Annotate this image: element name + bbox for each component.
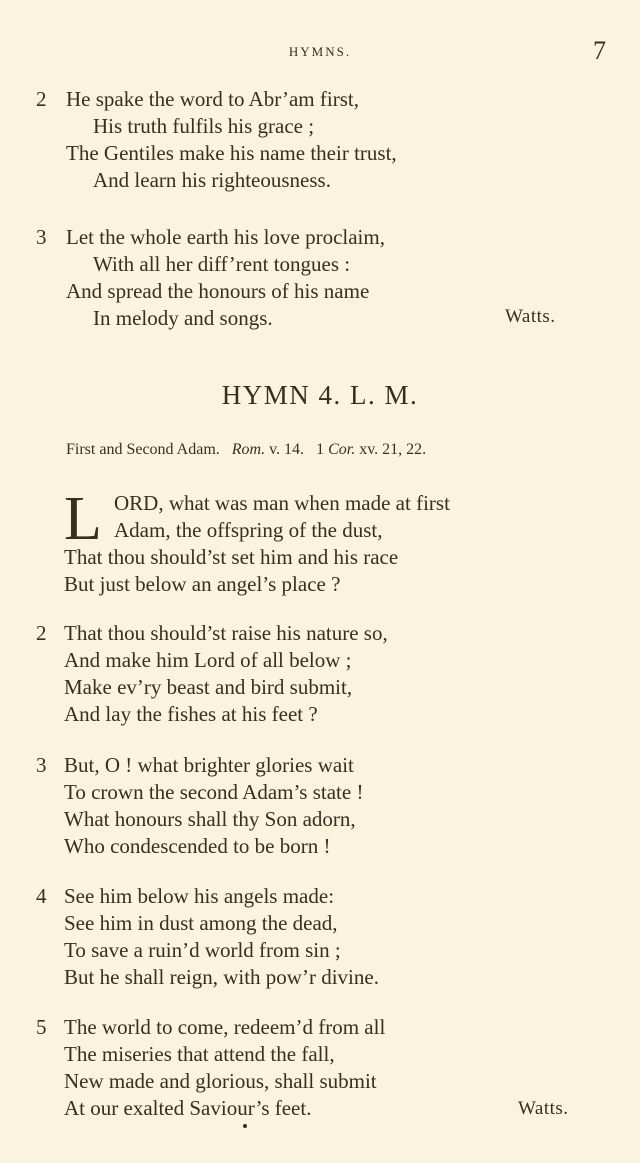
verse-line: Adam, the offspring of the dust, (114, 518, 383, 542)
verse-line: That thou should’st set him and his race (64, 545, 399, 569)
verse-line: Let the whole earth his love proclaim, (66, 225, 385, 249)
page-number: 7 (593, 36, 606, 65)
verse-number: 5 (36, 1015, 47, 1039)
verse-line: Who condescended to be born ! (64, 834, 331, 858)
verse-line: His truth fulfils his grace ; (93, 114, 315, 138)
verse-line: Make ev’ry beast and bird submit, (64, 675, 353, 699)
verse-line: The Gentiles make his name their trust, (66, 141, 397, 165)
verse-number: 3 (36, 753, 47, 777)
subtitle-ref2-verse: xv. 21, 22. (359, 441, 427, 458)
running-head: HYMNS. (288, 44, 352, 59)
verse-line: New made and glorious, shall submit (64, 1069, 377, 1093)
verse-number: 3 (36, 225, 47, 249)
verse-line: He spake the word to Abr’am first, (66, 87, 359, 111)
verse-line: And lay the fishes at his feet ? (64, 702, 318, 726)
subtitle-text: First and Second Adam. (66, 441, 220, 458)
verse-number: 2 (36, 87, 47, 111)
verse-line: In melody and songs. (93, 306, 273, 330)
verse-line: ORD, what was man when made at first (114, 491, 450, 515)
attribution: Watts. (518, 1098, 569, 1119)
verse-number: 2 (36, 621, 47, 645)
verse-line: But just below an angel’s place ? (64, 572, 341, 596)
verse-line: And learn his righteousness. (93, 168, 331, 192)
verse-line: And spread the honours of his name (66, 279, 370, 303)
subtitle-ref2-book: Cor. (328, 441, 356, 458)
verse-line: With all her diff’rent tongues : (93, 252, 351, 276)
verse-line: At our exalted Saviour’s feet. (64, 1096, 312, 1120)
subtitle-ref-verse: v. 14. (269, 441, 305, 458)
verse-line: That thou should’st raise his nature so, (64, 621, 388, 645)
verse-line: See him below his angels made: (64, 884, 335, 908)
subtitle-ref-book: Rom. (231, 441, 266, 458)
verse-line: The miseries that attend the fall, (64, 1042, 335, 1066)
verse-line: But, O ! what brighter glories wait (64, 753, 354, 777)
verse-line: What honours shall thy Son adorn, (64, 807, 356, 831)
verse-line: And make him Lord of all below ; (64, 648, 352, 672)
subtitle-ref2-num: 1 (316, 441, 325, 458)
verse-number: 4 (36, 884, 47, 908)
ink-speck (243, 1124, 247, 1128)
hymn-title: HYMN 4. L. M. (221, 380, 419, 410)
verse-line: To save a ruin’d world from sin ; (64, 938, 341, 962)
verse-line: To crown the second Adam’s state ! (64, 780, 364, 804)
verse-line: But he shall reign, with pow’r divine. (64, 965, 379, 989)
drop-cap: L (64, 485, 102, 553)
hymn-subtitle (66, 441, 426, 459)
verse-line: The world to come, redeem’d from all (64, 1015, 386, 1039)
attribution: Watts. (505, 306, 556, 327)
verse-line: See him in dust among the dead, (64, 911, 338, 935)
